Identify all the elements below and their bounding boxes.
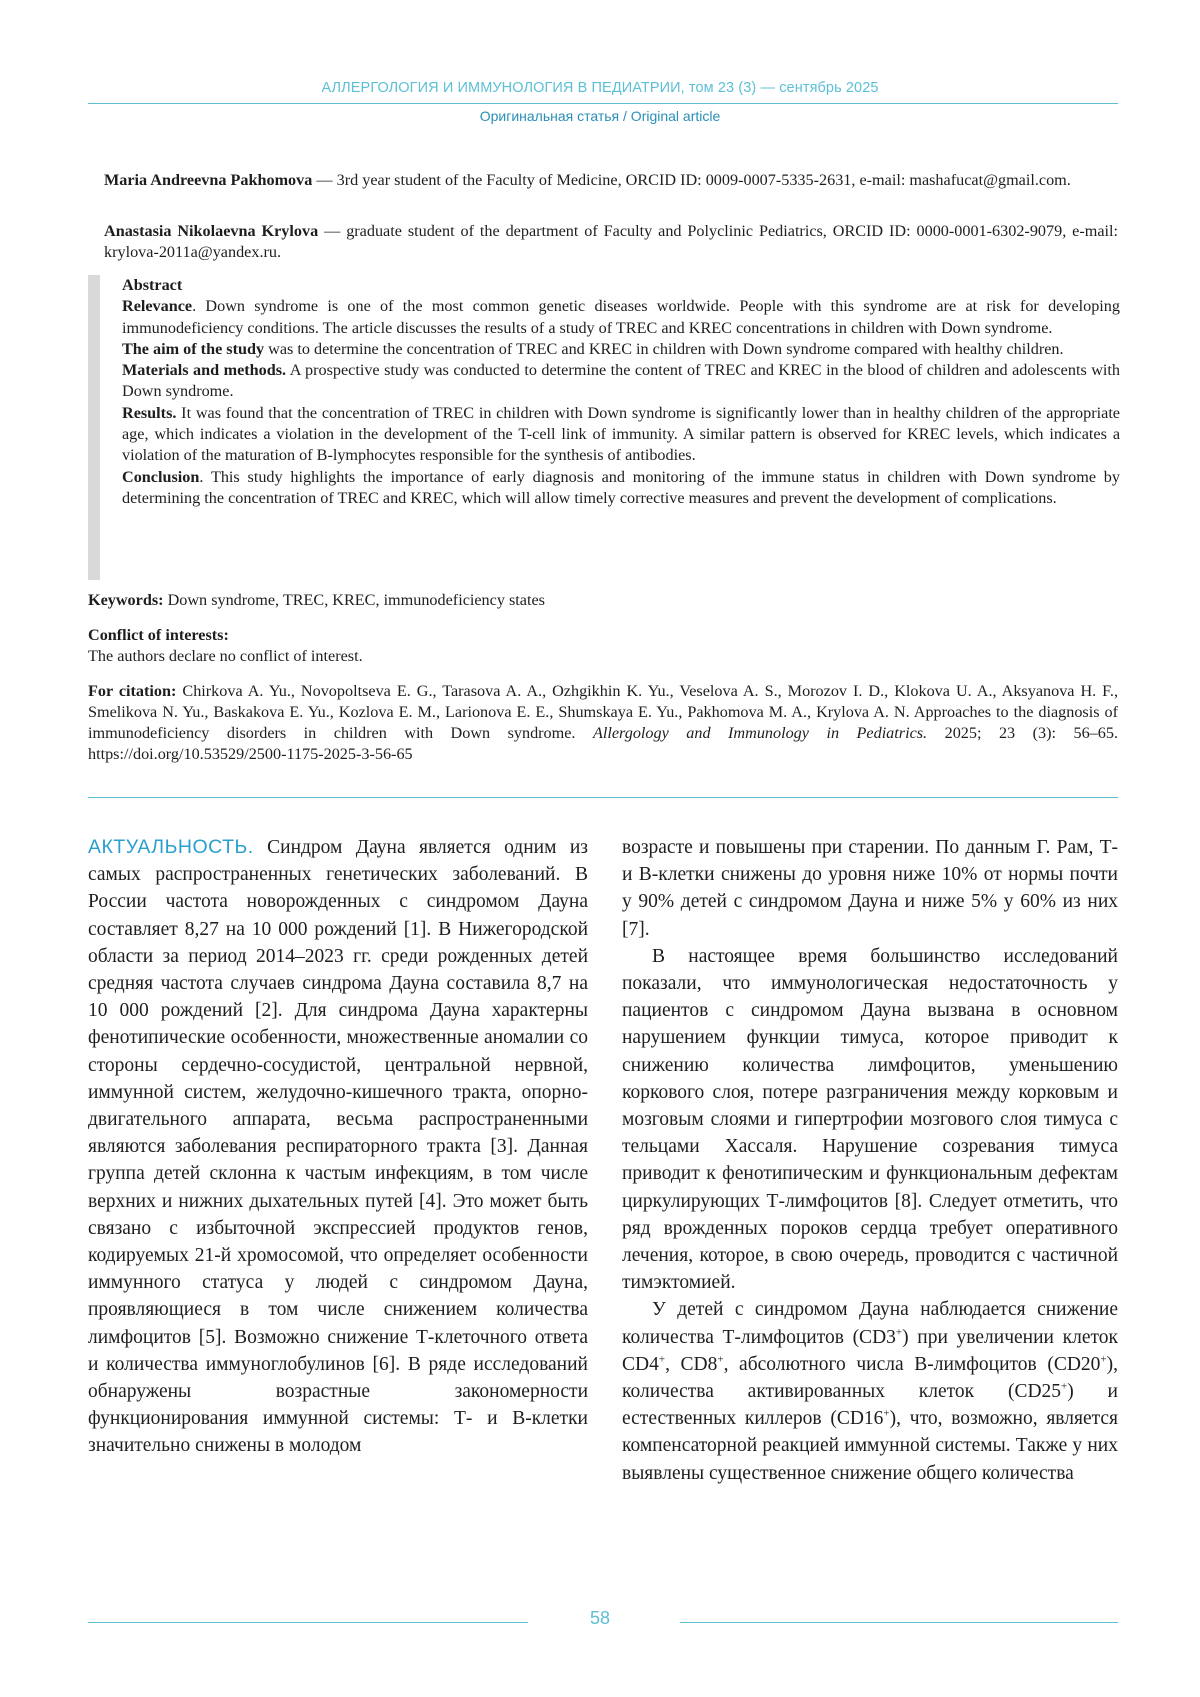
- conclusion-label: Conclusion: [122, 467, 200, 486]
- body-paragraph: У детей с синдромом Дауна наблюдается снижение количества Т-лимфоцитов (CD3+) при увеличении клеток CD4+, CD8+, абсолютного числа В-лимфоцитов (CD20+), количества активированных клеток (CD25+) и естественных киллеров (CD16+), что, возможно, является компенсаторной реакцией иммунной системы. Также у них выявлены существенное снижение общего количества: [622, 1299, 1118, 1484]
- methods-label: Materials and methods.: [122, 361, 287, 380]
- aim-label: The aim of the study: [122, 339, 265, 358]
- body-paragraph: В настоящее время большинство исследований показали, что иммунологическая недостаточность у пациентов с синдромом Дауна вызвана в основном нарушением функции тимуса, которое приводит к снижению количества лимфоцитов, уменьшению коркового слоя, потере разграничения между корковым и мозговым слоями и гипертрофии мозгового слоя тимуса с тельцами Хассаля. Нарушение созревания тимуса приводит к фенотипическим и функциональным дефектам циркулирующих Т-лимфоцитов [8]. Следует отметить, что ряд врожденных пороков сердца требует оперативного лечения, которое, в свою очередь, проводится с частичной тимэктомией.: [622, 945, 1118, 1294]
- author-details: — graduate student of the department of Faculty and Polyclinic Pediatrics, ORCID ID: 0000-0001-6302-9079, e-mail: krylova-2011a@yandex.ru.: [104, 222, 1118, 261]
- conflict-of-interests: [88, 625, 1118, 667]
- superscript: +: [895, 1326, 903, 1339]
- abstract-relevance: [122, 296, 1120, 339]
- journal-header: АЛЛЕРГОЛОГИЯ И ИММУНОЛОГИЯ В ПЕДИАТРИИ, том 23 (3) — сентябрь 2025: [321, 80, 879, 96]
- author-info-1: [104, 170, 1118, 191]
- footer-divider-right: [680, 1622, 1118, 1623]
- body-paragraph: Синдром Дауна является одним из самых распространенных генетических заболеваний. В России частота новорожденных с синдромом Дауна составляет 8,27 на 10 000 рождений [1]. В Нижегородской области за период 2014–2023 гг. среди рожденных детей средняя частота случаев синдрома Дауна составила 8,7 на 10 000 рождений [2]. Для синдрома Дауна характерны фенотипические особенности, множественные аномалии со стороны сердечно-сосудистой, центральной нервной, иммунной систем, желудочно-кишечного тракта, опорно-двигательного аппарата, весьма распространенными являются заболевания респираторного тракта [3]. Данная группа детей склонна к частым инфекциям, в том числе верхних и нижних дыхательных путей [4]. Это может быть связано с избыточной экспрессией продуктов генов, кодируемых 21-й хромосомой, что определяет особенности иммунного статуса у людей с синдромом Дауна, проявляющиеся в том числе снижением количества лимфоцитов [5]. Возможно снижение Т-клеточного ответа и количества иммуноглобулинов [6]. В ряде исследований обнаружены возрастные закономерности функционирования иммунной системы: Т- и В-клетки значительно снижены в молодом: [88, 837, 588, 1457]
- superscript: +: [1061, 1380, 1068, 1393]
- author-info-2: [104, 221, 1118, 263]
- citation: [88, 681, 1118, 765]
- body-column-right: [622, 834, 1118, 1487]
- body-paragraph: возрасте и повышены при старении. По данным Г. Рам, Т- и В-клетки снижены до уровня ниже 10% от нормы почти у 90% детей с синдромом Дауна и ниже 5% у 60% из них [7].: [622, 837, 1118, 940]
- citation-text: Chirkova A. Yu., Novopoltseva E. G., Tarasova A. A., Ozhgikhin K. Yu., Veselova A. S., Morozov I. D., Klokova U. A., Aksyanova H. F., Smelikova N. Yu., Baskakova E. Yu., Kozlova E. M., Larionova E. E., Shumskaya E. Yu., Pakhomova M. A., Krylova A. N. Approaches to the diagnosis of immunodeficiency disorders in children with Down syndrome.: [88, 682, 1118, 742]
- methods-text: A prospective study was conducted to determine the content of TREC and KREC in the blood of children and adolescents with Down syndrome.: [122, 361, 1121, 401]
- body-column-left: [88, 834, 588, 1460]
- section-heading: АКТУАЛЬНОСТЬ.: [88, 836, 254, 858]
- abstract-aim: [122, 339, 1120, 360]
- abstract-results: [122, 403, 1120, 467]
- article-type: Оригинальная статья / Original article: [479, 108, 721, 124]
- superscript: +: [658, 1353, 666, 1366]
- relevance-label: Relevance: [122, 297, 193, 316]
- page-number: 58: [589, 1608, 611, 1628]
- section-divider: [88, 797, 1118, 798]
- author-details: — 3rd year student of the Faculty of Medicine, ORCID ID: 0009-0007-5335-2631, e-mail: mashafucat@gmail.com.: [312, 171, 1071, 189]
- results-text: It was found that the concentration of TREC in children with Down syndrome is significantly lower than in healthy children of the appropriate age, which indicates a violation in the development of the T-cell link of immunity. A similar pattern is observed for KREC levels, which indicates a violation of the maturation of B-lymphocytes responsible for the synthesis of antibodies.: [122, 403, 1120, 465]
- superscript: +: [717, 1353, 724, 1366]
- citation-journal: Allergology and Immunology in Pediatrics.: [592, 724, 928, 742]
- author-name: Anastasia Nikolaevna Krylova: [104, 222, 319, 240]
- abstract-methods: [122, 360, 1120, 403]
- abstract-text: [122, 275, 1120, 509]
- conflict-label: Conflict of interests:: [88, 626, 229, 644]
- citation-doi: 2025; 23 (3): 56–65. https://doi.org/10.53529/2500-1175-2025-3-56-65: [88, 724, 1118, 763]
- superscript: +: [1100, 1353, 1107, 1366]
- abstract-box: [88, 275, 1120, 580]
- keywords-text: Down syndrome, TREC, KREC, immunodeficiency states: [163, 591, 545, 609]
- citation-label: For citation:: [88, 682, 177, 700]
- header-divider: [88, 103, 1118, 104]
- results-label: Results.: [122, 403, 177, 422]
- author-name: Maria Andreevna Pakhomova: [104, 171, 313, 189]
- abstract-conclusion: [122, 467, 1120, 510]
- abstract-heading: Abstract: [122, 276, 183, 294]
- superscript: +: [883, 1407, 890, 1420]
- abstract-bar: [88, 275, 100, 580]
- keywords-label: Keywords:: [88, 591, 164, 609]
- aim-text: was to determine the concentration of TREC and KREC in children with Down syndrome compared with healthy children.: [264, 339, 1064, 358]
- conflict-text: The authors declare no conflict of interest.: [88, 647, 363, 665]
- conclusion-text: . This study highlights the importance of early diagnosis and monitoring of the immune status in children with Down syndrome by determining the concentration of TREC and KREC, which will allow timely corrective measures and prevent the development of complications.: [122, 467, 1120, 507]
- keywords: [88, 590, 1118, 611]
- relevance-text: . Down syndrome is one of the most common genetic diseases worldwide. People with this syndrome are at risk for developing immunodeficiency conditions. The article discusses the results of a study of TREC and KREC concentrations in children with Down syndrome.: [122, 297, 1120, 337]
